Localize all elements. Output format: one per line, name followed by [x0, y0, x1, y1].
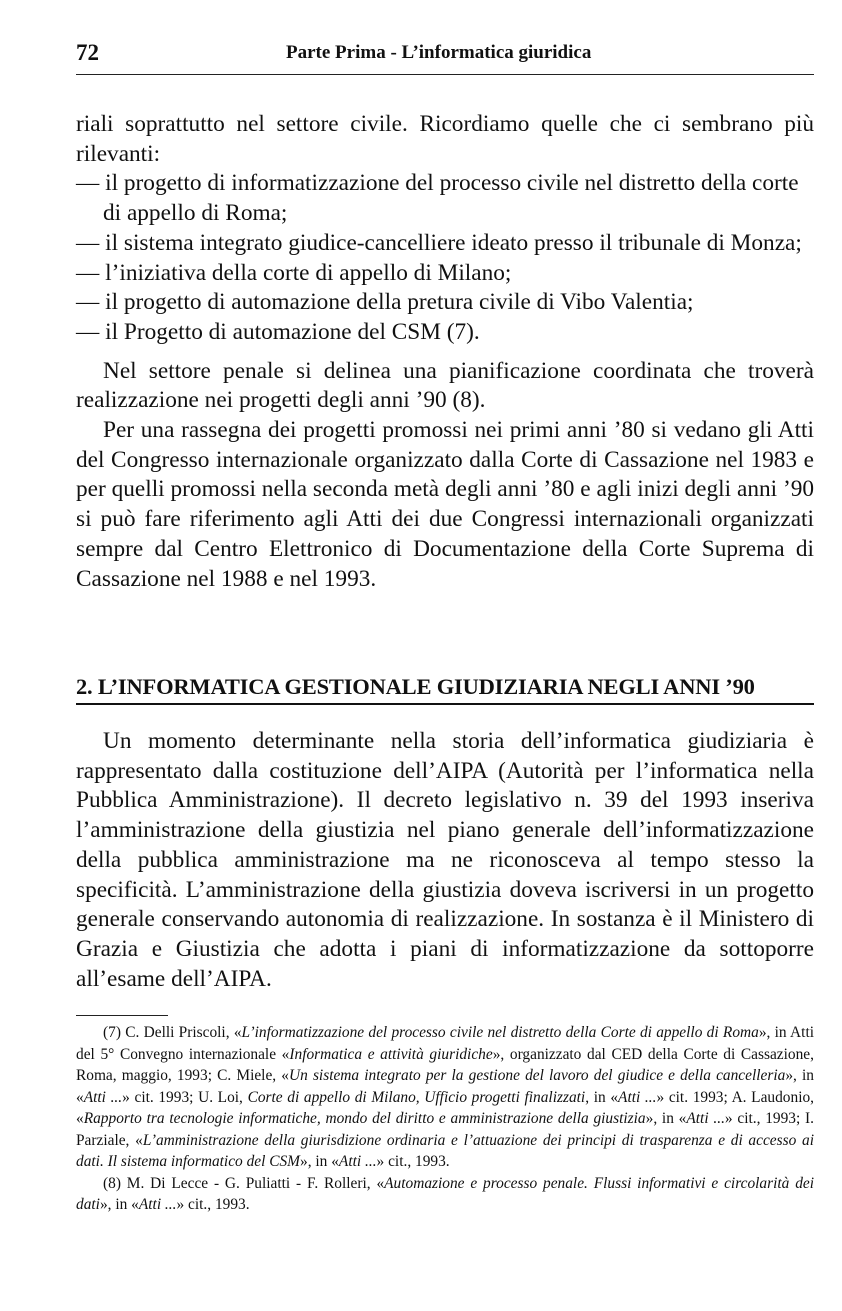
footnote-8: (8) M. Di Lecce - G. Puliatti - F. Rolleri, «Automazione e processo penale. Flussi informativi e circolarità dei dati», in «Atti ...» cit., 1993.	[76, 1174, 814, 1213]
footnotes	[76, 1022, 814, 1216]
paragraph-rassegna: Per una rassegna dei progetti promossi nei primi anni ’80 si vedano gli Atti del Congresso internazionale organizzato dalla Corte di Cassazione nel 1983 e per quelli promossi nella seconda metà degli anni ’80 e agli inizi degli anni ’90 si può fare riferimento agli Atti dei due Congressi internazionali organizzati sempre dal Centro Elettronico di Documentazione della Corte Suprema di Cassazione nel 1988 e nel 1993.	[76, 417, 814, 592]
running-title: Parte Prima - L’informatica giuridica	[286, 42, 592, 63]
intro-paragraph: riali soprattutto nel settore civile. Ricordiamo quelle che ci sembrano più rilevanti:	[76, 111, 814, 167]
footnote-7: (7) C. Delli Priscoli, «L’informatizzazione del processo civile nel distretto della Corte di appello di Roma», in Atti del 5° Convegno internazionale «Informatica e attività giuridiche», organizzato dal CED della Corte di Cassazione, Roma, maggio, 1993; C. Miele, «Un sistema integrato per la gestione del lavoro del giudice e della cancelleria», in «Atti ...» cit. 1993; U. Loi, Corte di appello di Milano, Ufficio progetti finalizzati, in «Atti ...» cit. 1993; A. Laudonio, «Rapporto tra tecnologie informatiche, mondo del diritto e amministrazione della giustizia», in «Atti ...» cit., 1993; I. Parziale, «L’amministrazione della giurisdizione ordinaria e l’attuazione dei principi di trasparenza e di accesso ai dati. Il sistema informatico del CSM», in «Atti ...» cit., 1993.	[76, 1024, 815, 1170]
page-header	[76, 40, 814, 75]
body-block-2	[76, 727, 814, 994]
list-item: — il progetto di automazione della pretura civile di Vibo Valentia;	[76, 289, 694, 316]
paragraph-penale: Nel settore penale si delinea una pianificazione coordinata che troverà realizzazione nei progetti degli anni ’90 (8).	[76, 357, 814, 414]
list-item: — il progetto di informatizzazione del processo civile nel distretto della corte di appello di Roma;	[76, 170, 799, 227]
page-number: 72	[76, 40, 99, 65]
footnote-rule	[76, 1015, 168, 1016]
section-paragraph: Un momento determinante nella storia dell’informatica giudiziaria è rappresentato dalla costituzione dell’AIPA (Autorità per l’informatica nella Pubblica Amministrazione). Il decreto legislativo n. 39 del 1993 inseriva l’amministrazione della giustizia nel piano generale dell’informatizzazione della pubblica amministrazione ma ne riconosceva al tempo stesso la specificità. L’amministrazione della giustizia doveva iscriversi in un progetto generale conservando autonomia di realizzazione. In sostanza è il Ministero di Grazia e Giustizia che adotta i piani di informatizzazione da sottoporre all’esame dell’AIPA.	[76, 728, 814, 992]
list-item: — l’iniziativa della corte di appello di Milano;	[76, 259, 512, 286]
list-item: — il Progetto di automazione del CSM (7).	[76, 318, 480, 345]
list-item: — il sistema integrato giudice-cancelliere ideato presso il tribunale di Monza;	[76, 229, 802, 256]
body-block-1	[76, 110, 814, 594]
section-title: 2. L’INFORMATICA GESTIONALE GIUDIZIARIA NEGLI ANNI ’90	[76, 674, 814, 705]
